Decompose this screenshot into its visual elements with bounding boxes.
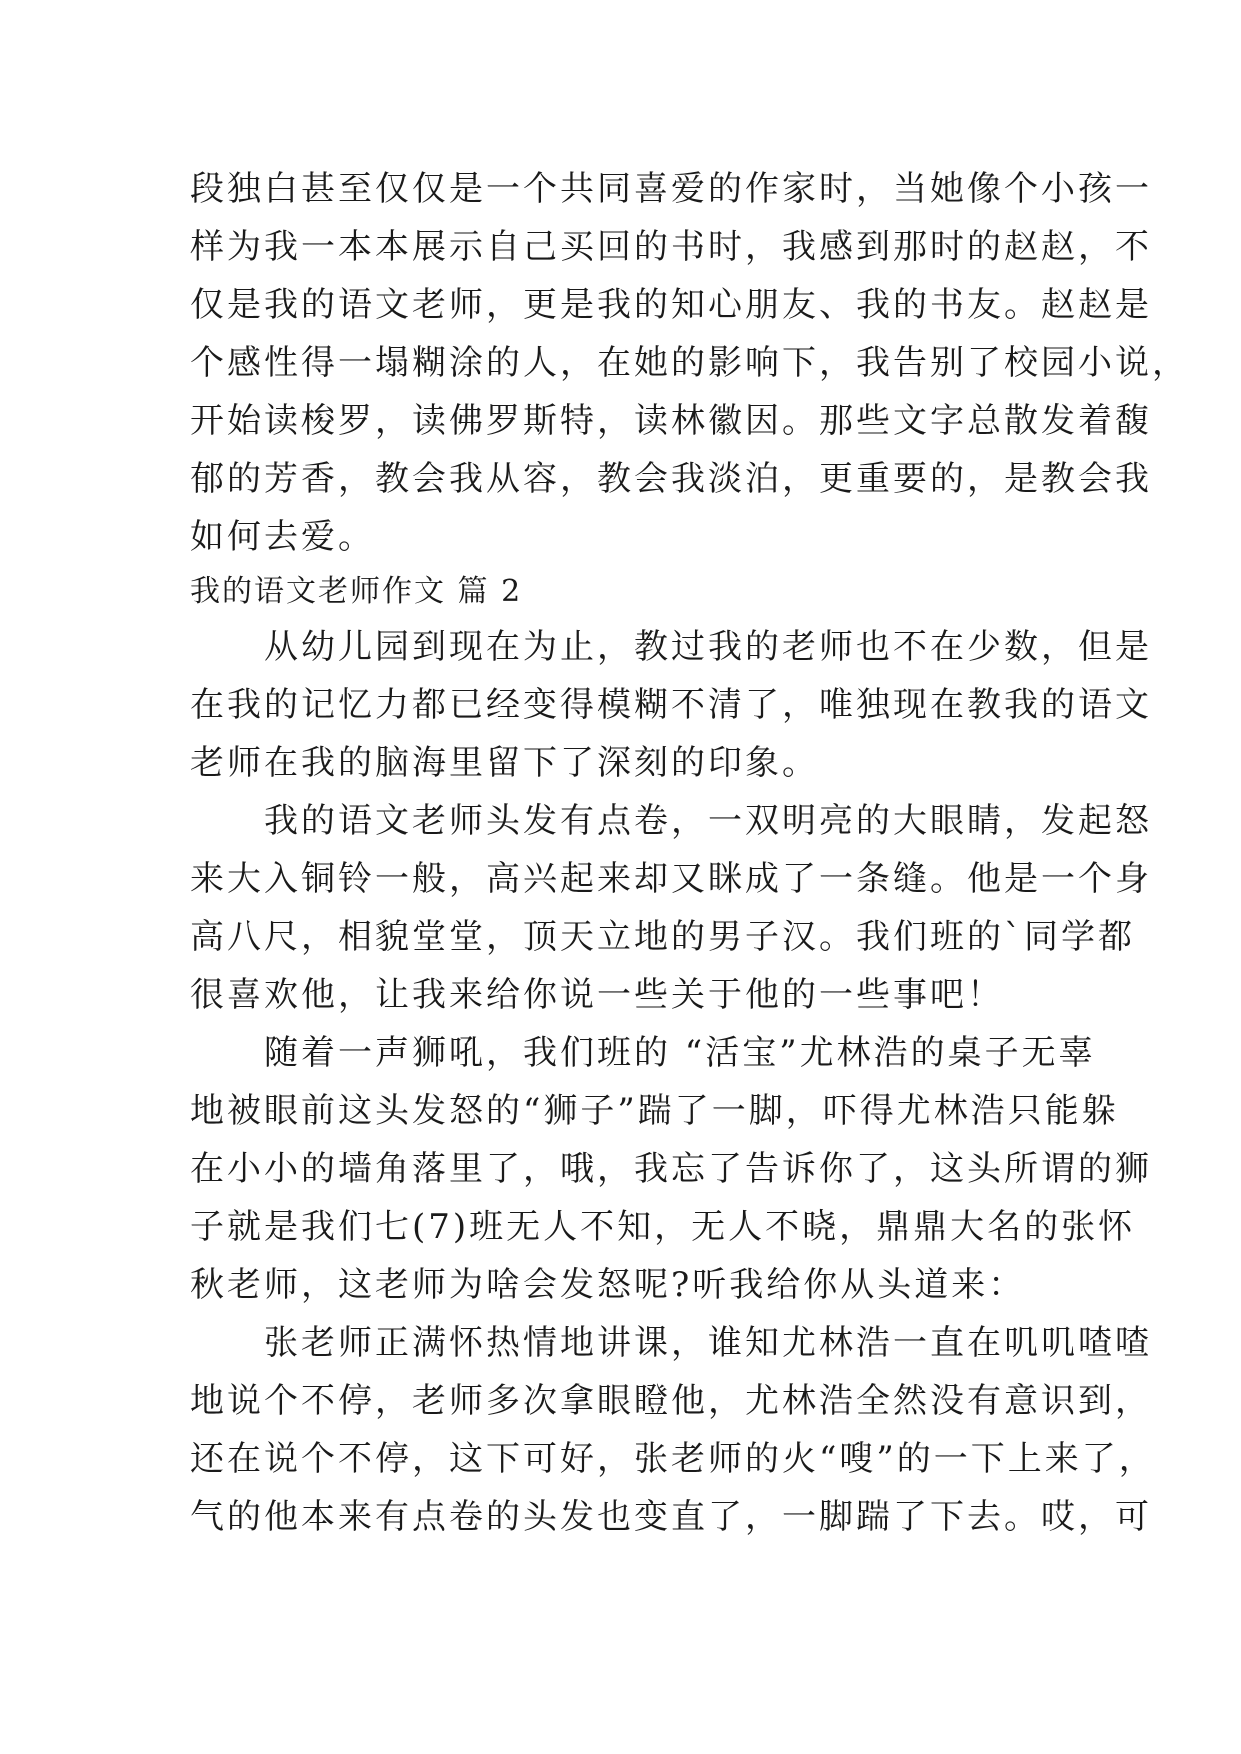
text-line: 从幼儿园到现在为止，教过我的老师也不在少数，但是 [190,627,1152,667]
text-line: 还在说个不停，这下可好，张老师的火“嗖”的一下上来了， [190,1439,1156,1479]
text-line: 地被眼前这头发怒的“狮子”踹了一脚，吓得尤林浩只能躲 [190,1091,1119,1131]
text-line: 高八尺，相貌堂堂，顶天立地的男子汉。我们班的`同学都 [190,917,1135,957]
text-line: 地说个不停，老师多次拿眼瞪他，尤林浩全然没有意识到， [190,1381,1152,1421]
text-line: 秋老师，这老师为啥会发怒呢?听我给你从头道来： [190,1265,1026,1305]
intro-paragraph [190,160,1189,566]
text-line: 子就是我们七(7)班无人不知，无人不晓，鼎鼎大名的张怀 [190,1207,1136,1247]
text-line: 气的他本来有点卷的头发也变直了，一脚踹了下去。哎，可 [190,1497,1152,1537]
text-line: 来大入铜铃一般，高兴起来却又眯成了一条缝。他是一个身 [190,859,1152,899]
text-line: 如何去爱。 [190,517,375,557]
text-line: 仅是我的语文老师，更是我的知心朋友、我的书友。赵赵是 [190,285,1152,325]
text-line: 个感性得一塌糊涂的人，在她的影响下，我告别了校园小说， [190,343,1189,383]
body-text [190,618,1156,1546]
text-line: 我的语文老师头发有点卷，一双明亮的大眼睛，发起怒 [190,801,1152,841]
text-line: 很喜欢他，让我来给你说一些关于他的一些事吧！ [190,975,1004,1015]
text-line: 段独白甚至仅仅是一个共同喜爱的作家时，当她像个小孩一 [190,169,1152,209]
text-line: 张老师正满怀热情地讲课，谁知尤林浩一直在叽叽喳喳 [190,1323,1152,1363]
text-line: 郁的芳香，教会我从容，教会我淡泊，更重要的，是教会我 [190,459,1152,499]
section-heading: 我的语文老师作文 篇 2 [190,574,523,609]
text-line: 老师在我的脑海里留下了深刻的印象。 [190,743,819,783]
text-line: 在我的记忆力都已经变得模糊不清了，唯独现在教我的语文 [190,685,1152,725]
text-line: 在小小的墙角落里了，哦，我忘了告诉你了，这头所谓的狮 [190,1149,1152,1189]
text-line: 开始读梭罗，读佛罗斯特，读林徽因。那些文字总散发着馥 [190,401,1152,441]
text-line: 样为我一本本展示自己买回的书时，我感到那时的赵赵，不 [190,227,1152,267]
text-line: 随着一声狮吼，我们班的 “活宝”尤林浩的桌子无辜 [190,1033,1096,1073]
